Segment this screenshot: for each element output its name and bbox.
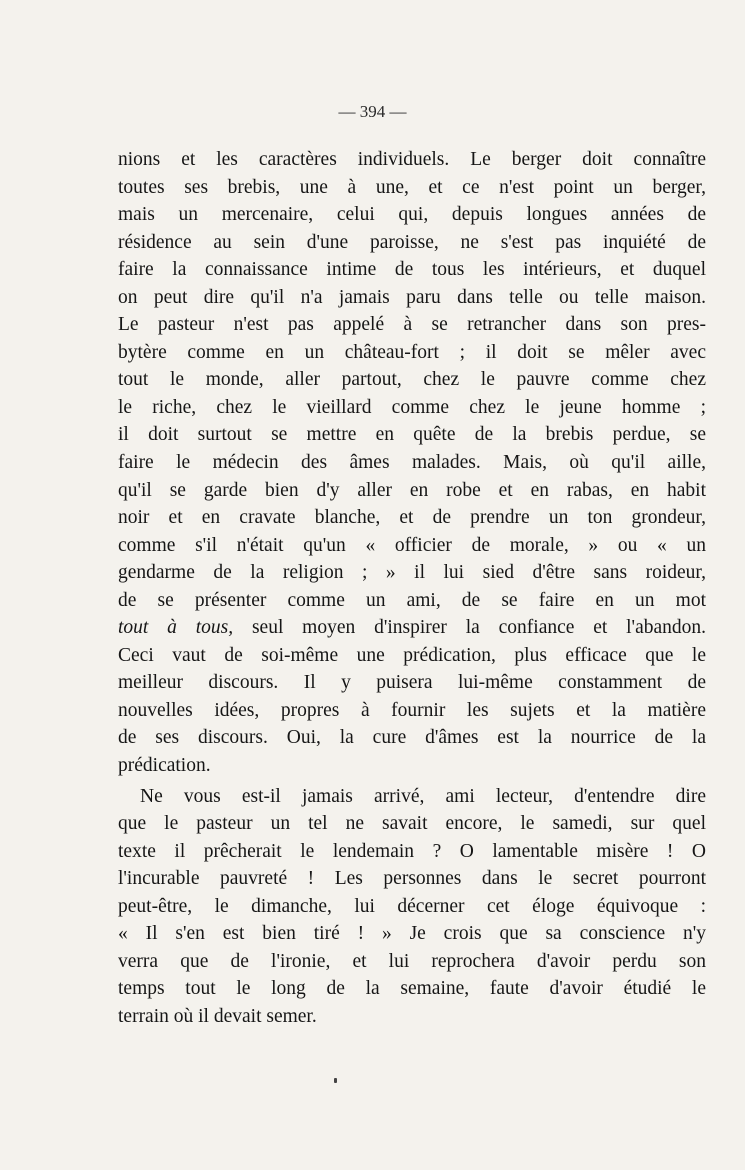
body-text bbox=[118, 146, 706, 1031]
text-line: qu'il se garde bien d'y aller en robe et en rabas, en habit bbox=[118, 479, 706, 501]
text-line: texte il prêcherait le lendemain ? O lamentable misère ! O bbox=[118, 840, 706, 862]
text-line: noir et en cravate blanche, et de prendre un ton grondeur, bbox=[118, 507, 706, 529]
text-line: toutes ses brebis, une à une, et ce n'est point un berger, bbox=[118, 176, 706, 198]
text-line: « Il s'en est bien tiré ! » Je crois que sa conscience n'y bbox=[118, 923, 706, 945]
text-line: temps tout le long de la semaine, faute d'avoir étudié le bbox=[118, 978, 706, 1000]
text-line: meilleur discours. Il y puisera lui-même constamment de bbox=[118, 672, 706, 694]
text-line: faire le médecin des âmes malades. Mais, où qu'il aille, bbox=[118, 452, 706, 474]
page-number: — 394 — bbox=[338, 102, 407, 121]
text-line: on peut dire qu'il n'a jamais paru dans telle ou telle maison. bbox=[118, 286, 706, 308]
text-line: bytère comme en un château-fort ; il doit se mêler avec bbox=[118, 341, 706, 363]
text-line-last: terrain où il devait semer. bbox=[118, 1005, 317, 1027]
text-line-last: prédication. bbox=[118, 755, 211, 777]
line-continuation: seul moyen d'inspirer la confiance et l'abandon. bbox=[233, 617, 706, 639]
text-line: verra que de l'ironie, et lui reprochera d'avoir perdu son bbox=[118, 950, 706, 972]
text-line: peut-être, le dimanche, lui décerner cet éloge équivoque : bbox=[118, 895, 706, 917]
text-line: résidence au sein d'une paroisse, ne s'est pas inquiété de bbox=[118, 231, 706, 253]
text-line: de se présenter comme un ami, de se faire en un mot bbox=[118, 589, 706, 611]
text-line: Le pasteur n'est pas appelé à se retrancher dans son pres- bbox=[118, 314, 706, 336]
text-line-indented: Ne vous est-il jamais arrivé, ami lecteur, d'entendre dire bbox=[140, 785, 706, 807]
text-line: nouvelles idées, propres à fournir les sujets et la matière bbox=[118, 699, 706, 721]
ink-speck bbox=[334, 1078, 337, 1083]
text-line: que le pasteur un tel ne savait encore, le samedi, sur quel bbox=[118, 813, 706, 835]
text-line: mais un mercenaire, celui qui, depuis longues années de bbox=[118, 204, 706, 226]
text-line: tout le monde, aller partout, chez le pauvre comme chez bbox=[118, 369, 706, 391]
text-line: comme s'il n'était qu'un « officier de morale, » ou « un bbox=[118, 534, 706, 556]
italic-phrase: tout à tous, bbox=[118, 617, 234, 639]
text-line: l'incurable pauvreté ! Les personnes dans le secret pourront bbox=[118, 868, 706, 890]
text-line: gendarme de la religion ; » il lui sied d'être sans roideur, bbox=[118, 562, 706, 584]
text-line: faire la connaissance intime de tous les intérieurs, et duquel bbox=[118, 259, 706, 281]
text-line: le riche, chez le vieillard comme chez le jeune homme ; bbox=[118, 396, 706, 418]
text-line: il doit surtout se mettre en quête de la brebis perdue, se bbox=[118, 424, 706, 446]
text-line-mixed bbox=[118, 614, 706, 642]
text-line: nions et les caractères individuels. Le berger doit connaître bbox=[118, 149, 706, 170]
text-line: Ceci vaut de soi-même une prédication, plus efficace que le bbox=[118, 644, 706, 666]
text-line: de ses discours. Oui, la cure d'âmes est la nourrice de la bbox=[118, 727, 706, 749]
